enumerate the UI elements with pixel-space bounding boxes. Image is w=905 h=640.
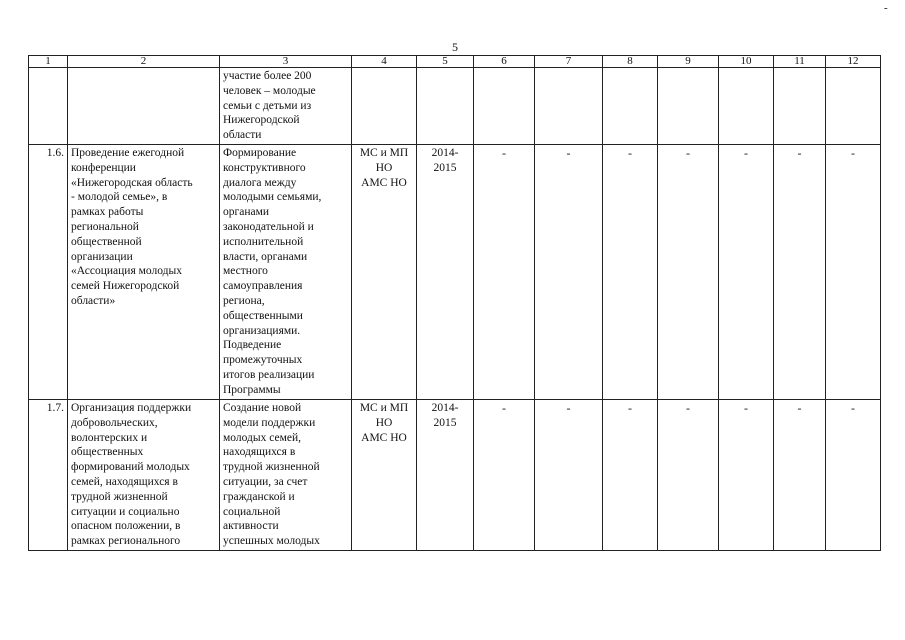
cell-line: АМС НО	[361, 176, 407, 189]
item-number-cell	[29, 68, 68, 145]
cell-line: региональной	[71, 220, 139, 233]
cell-line: власти, органами	[223, 250, 308, 263]
item-number-cell: 1.7.	[29, 400, 68, 551]
executor-cell	[352, 400, 417, 551]
cell-line: Создание новой	[223, 402, 302, 414]
event-cell	[68, 68, 220, 145]
period-cell	[417, 400, 474, 551]
cell-line: общественных	[71, 446, 144, 459]
cell-line: конструктивного	[223, 161, 306, 174]
cell-line: организации	[71, 250, 133, 263]
cell-line: региона,	[223, 294, 265, 307]
cell-line: добровольческих,	[71, 416, 158, 429]
cell-line: исполнительной	[223, 235, 304, 248]
cell-line: 2014-	[431, 147, 459, 159]
funding-cell: -	[603, 145, 658, 400]
cell-line: трудной жизненной	[71, 490, 168, 503]
funding-cell: -	[658, 145, 719, 400]
cell-line: семей Нижегородской	[71, 280, 180, 293]
cell-line: ситуации и социально	[71, 505, 180, 518]
result-cell	[220, 68, 352, 145]
table-row	[29, 68, 881, 145]
funding-cell: -	[603, 400, 658, 551]
header-cell: 3	[220, 56, 352, 68]
funding-cell: -	[826, 145, 881, 400]
cell-line: Организация поддержки	[71, 402, 192, 414]
funding-cell: -	[658, 400, 719, 551]
funding-cell	[535, 68, 603, 145]
cell-line: промежуточных	[223, 354, 303, 367]
cell-line: - молодой семье», в	[71, 191, 168, 204]
funding-cell: -	[774, 145, 826, 400]
funding-cell	[774, 68, 826, 145]
cell-line: формирований молодых	[71, 461, 190, 474]
cell-line: молодыми семьями,	[223, 191, 322, 204]
cell-line: Нижегородской	[223, 114, 300, 127]
cell-line: трудной жизненной	[223, 461, 320, 474]
header-cell: 11	[774, 56, 826, 68]
period-cell	[417, 145, 474, 400]
cell-line: социальной	[223, 505, 281, 518]
cell-line: организациями.	[223, 324, 301, 337]
event-cell	[68, 145, 220, 400]
cell-line: опасном положении, в	[71, 520, 181, 533]
cell-line: рамках регионального	[71, 535, 181, 548]
cell-line: участие более 200	[223, 70, 312, 82]
funding-cell: -	[719, 400, 774, 551]
cell-line: человек – молодые	[223, 84, 316, 97]
cell-line: «Ассоциация молодых	[71, 265, 182, 278]
cell-line: 2015	[433, 416, 457, 429]
cell-line: МС и МП	[359, 147, 409, 159]
cell-line: гражданской и	[223, 490, 295, 503]
cell-line: Формирование	[223, 147, 297, 159]
item-number-cell: 1.6.	[29, 145, 68, 400]
funding-cell	[826, 68, 881, 145]
header-cell: 8	[603, 56, 658, 68]
cell-line: самоуправления	[223, 280, 303, 293]
cell-line: общественными	[223, 309, 303, 322]
cell-line: итогов реализации	[223, 368, 315, 381]
cell-line: диалога между	[223, 176, 297, 189]
header-cell: 10	[719, 56, 774, 68]
event-cell	[68, 400, 220, 551]
table-row	[29, 400, 881, 551]
funding-cell: -	[719, 145, 774, 400]
cell-line: семей, находящихся в	[71, 475, 178, 488]
cell-line: конференции	[71, 161, 136, 174]
header-cell: 6	[474, 56, 535, 68]
funding-cell	[603, 68, 658, 145]
cell-line: области»	[71, 294, 116, 307]
cell-line: 2014-	[431, 402, 459, 414]
header-cell: 9	[658, 56, 719, 68]
funding-cell	[474, 68, 535, 145]
table-row	[29, 145, 881, 400]
result-cell	[220, 145, 352, 400]
cell-line: органами	[223, 206, 270, 219]
executor-cell	[352, 68, 417, 145]
funding-cell	[658, 68, 719, 145]
cell-line: 2015	[433, 161, 457, 174]
cell-line: НО	[375, 161, 393, 174]
corner-mark: -	[884, 2, 888, 14]
funding-cell: -	[474, 145, 535, 400]
cell-line: рамках работы	[71, 206, 144, 219]
cell-line: местного	[223, 265, 268, 278]
cell-line: области	[223, 129, 262, 142]
page-number: 5	[452, 40, 458, 54]
period-cell	[417, 68, 474, 145]
result-cell	[220, 400, 352, 551]
funding-cell: -	[826, 400, 881, 551]
funding-cell: -	[535, 400, 603, 551]
cell-line: молодых семей,	[223, 431, 301, 444]
cell-line: Подведение	[223, 339, 282, 352]
column-number-row	[29, 56, 881, 68]
cell-line: НО	[375, 416, 393, 429]
cell-line: находящихся в	[223, 446, 296, 459]
cell-line: Проведение ежегодной	[71, 147, 185, 159]
cell-line: МС и МП	[359, 402, 409, 414]
header-cell: 4	[352, 56, 417, 68]
cell-line: «Нижегородская область	[71, 176, 193, 189]
cell-line: Программы	[223, 383, 281, 396]
funding-cell	[719, 68, 774, 145]
cell-line: законодательной и	[223, 220, 314, 233]
funding-cell: -	[774, 400, 826, 551]
cell-line: успешных молодых	[223, 535, 320, 548]
header-cell: 5	[417, 56, 474, 68]
cell-line: волонтерских и	[71, 431, 148, 444]
funding-cell: -	[535, 145, 603, 400]
funding-cell: -	[474, 400, 535, 551]
cell-line: ситуации, за счет	[223, 475, 308, 488]
cell-line: активности	[223, 520, 279, 533]
header-cell: 12	[826, 56, 881, 68]
cell-line: АМС НО	[361, 431, 407, 444]
program-table	[28, 55, 881, 551]
cell-line: модели поддержки	[223, 416, 316, 429]
cell-line: общественной	[71, 235, 142, 248]
header-cell: 2	[68, 56, 220, 68]
executor-cell	[352, 145, 417, 400]
header-cell: 7	[535, 56, 603, 68]
cell-line: семьи с детьми из	[223, 99, 312, 112]
header-cell: 1	[29, 56, 68, 68]
